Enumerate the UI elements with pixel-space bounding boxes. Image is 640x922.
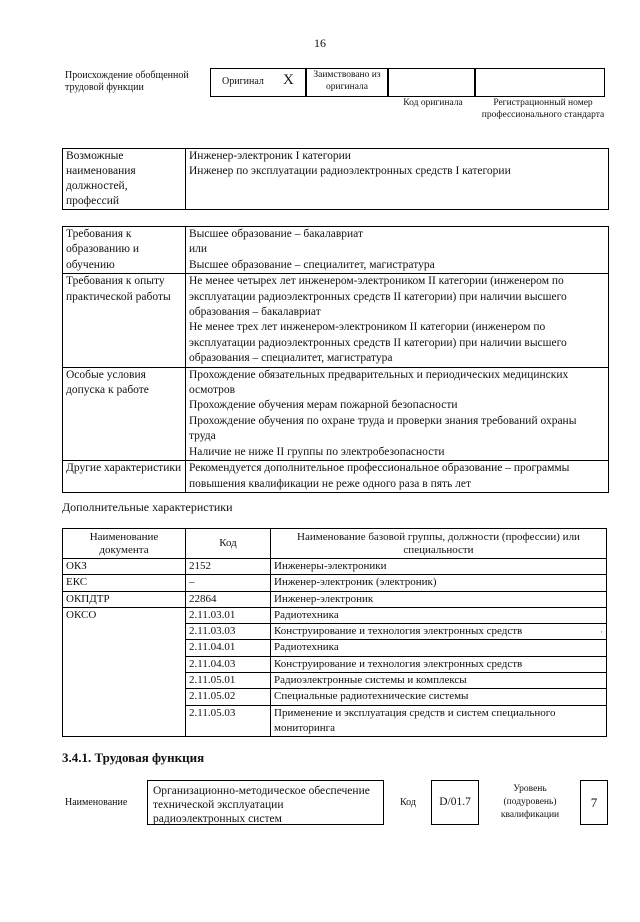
function-level-label: Уровень (подуровень) квалификации — [500, 784, 560, 820]
doc-cell: ОКСО — [63, 607, 186, 736]
req-line: Прохождение обучения по охране труда и проверки знания требований охраны труда — [189, 414, 577, 443]
positions-label: Возможные наименования должностей, профессий — [63, 149, 186, 210]
req-line: Не менее четырех лет инженером-электроником II категории (инженером по эксплуатации радиоэлектронных средств II категории) при наличии высшего образования – бакалавриат — [189, 275, 567, 319]
req-line: Прохождение обучения мерам пожарной безопасности — [189, 399, 458, 412]
table-row — [63, 575, 607, 591]
name-cell: Специальные радиотехнические системы — [271, 689, 607, 705]
additional-table — [62, 528, 607, 737]
name-cell: Конструирование и технология электронных средств — [271, 656, 607, 672]
code-cell: 2.11.05.02 — [186, 689, 271, 705]
table-row — [63, 559, 607, 575]
req-line: Высшее образование – бакалавриат — [189, 228, 363, 240]
req-row-admission — [63, 367, 609, 460]
name-cell: Радиотехника — [271, 640, 607, 656]
table-row — [63, 591, 607, 607]
req-line: Рекомендуется дополнительное профессиональное образование – программы повышения квалификации не реже одного раза в пять лет — [189, 462, 570, 490]
positions-values — [186, 149, 609, 210]
req-line: Прохождение обязательных предварительных и периодических медицинских осмотров — [189, 368, 569, 397]
req-line: Высшее образование – специалитет, магистратура — [189, 258, 435, 271]
header-code: Код — [186, 529, 271, 559]
req-line: или — [189, 243, 208, 256]
req-values — [186, 227, 609, 274]
name-cell: Инженеры-электроники — [271, 559, 607, 575]
req-line: Наличие не ниже II группы по электробезопасности — [189, 445, 445, 458]
requirements-table — [62, 226, 609, 493]
code-cell: 2.11.04.01 — [186, 640, 271, 656]
code-cell: – — [186, 575, 271, 591]
req-label: Другие характеристики — [63, 461, 186, 493]
name-cell: Инженер-электроник (электроник) — [271, 575, 607, 591]
doc-cell: ОКПДТР — [63, 591, 186, 607]
original-label: Оригинал — [222, 76, 264, 87]
name-cell: Радиоэлектронные системы и комплексы — [271, 673, 607, 689]
code-cell: 2152 — [186, 559, 271, 575]
name-cell: Радиотехника — [271, 607, 607, 623]
name-cell: Инженер-электроник — [271, 591, 607, 607]
function-code-value: D/01.7 — [431, 780, 479, 825]
req-values — [186, 274, 609, 367]
function-code-label: Код — [400, 797, 416, 808]
req-label: Требования к опыту практической работы — [63, 274, 186, 367]
code-cell: 2.11.04.03 — [186, 656, 271, 672]
table-row — [63, 607, 607, 623]
code-cell: 2.11.03.01 — [186, 607, 271, 623]
function-name-value: Организационно-методическое обеспечение технической эксплуатации радиоэлектронных систем — [147, 780, 384, 825]
positions-table — [62, 148, 609, 210]
code-cell: 22864 — [186, 591, 271, 607]
req-row-education — [63, 227, 609, 274]
code-cell: 2.11.03.03 — [186, 624, 271, 640]
original-code-cell — [388, 68, 475, 97]
code-cell: 2.11.05.03 — [186, 705, 271, 737]
function-level-value: 7 — [580, 780, 608, 825]
section-heading: 3.4.1. Трудовая функция — [62, 750, 205, 765]
additional-header-row — [63, 529, 607, 559]
borrowed-label: Заимствовано из оригинала — [313, 70, 381, 92]
position-item: Инженер-электроник I категории — [189, 150, 351, 162]
page-number: 16 — [314, 36, 326, 50]
req-row-other — [63, 461, 609, 493]
req-row-experience — [63, 274, 609, 367]
registration-caption: Регистрационный номер профессионального стандарта — [481, 98, 605, 120]
name-cell: Конструирование и технология электронных средств — [271, 624, 607, 640]
origin-label: Происхождение обобщенной трудовой функции — [65, 70, 189, 93]
req-values — [186, 461, 609, 493]
position-item: Инженер по эксплуатации радиоэлектронных средств I категории — [189, 165, 511, 177]
header-name: Наименование базовой группы, должности (профессии) или специальности — [271, 529, 607, 559]
original-mark: X — [283, 72, 294, 88]
code-cell: 2.11.05.01 — [186, 673, 271, 689]
doc-cell: ОКЗ — [63, 559, 186, 575]
header-doc: Наименование документа — [63, 529, 186, 559]
registration-number-cell — [475, 68, 605, 97]
scan-mark: · — [600, 627, 603, 637]
doc-cell: ЕКС — [63, 575, 186, 591]
function-name-label: Наименование — [65, 797, 128, 808]
req-label: Требования к образованию и обучению — [63, 227, 186, 274]
req-values — [186, 367, 609, 460]
additional-title: Дополнительные характеристики — [62, 500, 233, 514]
name-cell: Применение и эксплуатация средств и систем специального мониторинга — [271, 705, 607, 737]
req-label: Особые условия допуска к работе — [63, 367, 186, 460]
req-line: Не менее трех лет инженером-электроником II категории (инженером по эксплуатации радиоэлектронных средств II категории) при наличии высшего образования – специалитет, магистратура — [189, 321, 567, 365]
code-caption: Код оригинала — [403, 98, 463, 108]
